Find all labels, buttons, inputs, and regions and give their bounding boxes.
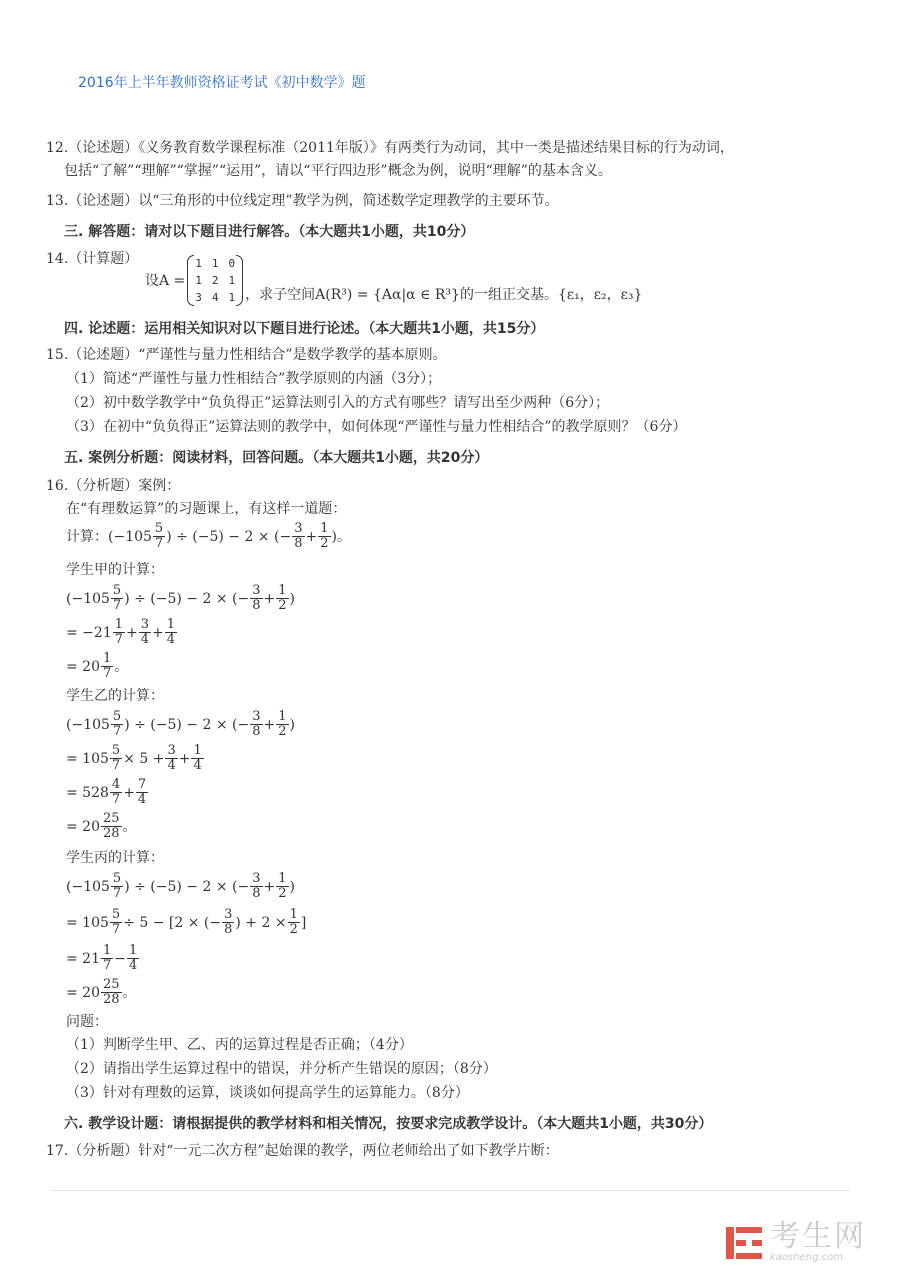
fraction: $\frac{3}{8}$ xyxy=(252,871,261,901)
fraction: $\frac{5}{7}$ xyxy=(112,583,122,613)
fraction: $\frac{25}{28}$ xyxy=(103,977,120,1007)
matrix-cell: 3 xyxy=(195,291,202,304)
fraction: $\frac{3}{8}$ xyxy=(252,709,261,739)
matrix-cell: 0 xyxy=(228,257,236,270)
bing-step1: (−105 $\frac{5}{7}$ ) ÷ (−5) − 2 × (− $\frac{3}{8}$ + $\frac{1}{2}$ ) xyxy=(66,871,295,901)
fraction: $\frac{4}{7}$ xyxy=(111,777,121,807)
expr-text: + xyxy=(305,528,318,545)
fraction: $\frac{5}{7}$ xyxy=(112,871,122,901)
expr-text: )。 xyxy=(331,528,351,545)
q13-line1: 13.（论述题）以“三角形的中位线定理”教学为例，简述数学定理教学的主要环节。 xyxy=(46,193,559,209)
fraction: $\frac{5}{7}$ xyxy=(154,521,164,551)
fraction: $\frac{3}{8}$ xyxy=(252,583,261,613)
fraction: $\frac{1}{7}$ xyxy=(103,651,112,681)
footer-divider xyxy=(50,1190,850,1191)
q15-line1: 15.（论述题）“严谨性与量力性相结合”是数学教学的基本原则。 xyxy=(46,347,447,363)
fraction: $\frac{1}{2}$ xyxy=(289,907,298,937)
q12-line2: 包括“了解”“理解”“掌握”“运用”，请以“平行四边形”概念为例，说明“理解”的基本含义。 xyxy=(64,163,612,179)
q15-line4: （3）在初中“负负得正”运算法则的教学中，如何体现“严谨性与量力性相结合”的教学原则？（6分） xyxy=(66,419,687,435)
matrix-cell: 4 xyxy=(211,291,219,304)
q14-label: 14.（计算题） xyxy=(46,251,139,267)
q16-problem xyxy=(66,522,351,551)
q16-intro: 在“有理数运算”的习题课上，有这样一道题： xyxy=(66,501,347,517)
fraction: $\frac{5}{7}$ xyxy=(111,907,121,937)
fraction: $\frac{1}{7}$ xyxy=(114,617,124,647)
matrix-cell: 2 xyxy=(211,274,219,287)
bing-step3: = 21 $\frac{1}{7}$ − $\frac{1}{4}$ xyxy=(66,943,138,973)
section-4-heading: 四. 论述题：运用相关知识对以下题目进行论述。（本大题共1小题，共15分） xyxy=(64,321,545,337)
expr-text: ) ÷ (−5) − 2 × (− xyxy=(166,528,292,545)
q16-ask1: （1）判断学生甲、乙、丙的运算过程是否正确；（4分） xyxy=(66,1037,413,1053)
fraction: $\frac{3}{8}$ xyxy=(294,521,303,551)
fraction: $\frac{7}{4}$ xyxy=(137,777,147,807)
q12-line1: 12.（论述题）《义务教育数学课程标准（2011年版）》有两类行为动词，其中一类是描述结果目标的行为动词， xyxy=(46,140,734,156)
fraction: $\frac{3}{4}$ xyxy=(167,743,176,773)
matrix-cell: 1 xyxy=(228,291,236,304)
q16-label: 16.（分析题）案例： xyxy=(46,478,181,494)
q16-ask3: （3）针对有理数的运算，谈谈如何提高学生的运算能力。（8分） xyxy=(66,1085,469,1101)
fraction: $\frac{25}{28}$ xyxy=(103,811,120,841)
matrix-row-1 xyxy=(195,255,235,272)
fraction: $\frac{1}{7}$ xyxy=(103,943,112,973)
jia-step3: = 20 $\frac{1}{7}$ 。 xyxy=(66,651,129,681)
fraction: $\frac{1}{2}$ xyxy=(278,871,287,901)
bing-label: 学生丙的计算： xyxy=(66,850,164,866)
matrix-row-3 xyxy=(195,289,235,306)
fraction: $\frac{3}{8}$ xyxy=(224,907,233,937)
fraction: $\frac{1}{4}$ xyxy=(166,617,176,647)
matrix-row-2 xyxy=(195,272,235,289)
fraction: $\frac{1}{2}$ xyxy=(320,521,329,551)
jia-step1: (−105 $\frac{5}{7}$ ) ÷ (−5) − 2 × (− $\frac{3}{8}$ + $\frac{1}{2}$ ) xyxy=(66,583,295,613)
matrix-cell: 1 xyxy=(228,274,236,287)
fraction: $\frac{1}{2}$ xyxy=(278,583,287,613)
page-title: 2016年上半年教师资格证考试《初中数学》题 xyxy=(78,75,366,91)
fraction: $\frac{1}{2}$ xyxy=(278,709,287,739)
jia-step2: = −21 $\frac{1}{7}$ + $\frac{3}{4}$ + $\frac{1}{4}$ xyxy=(66,617,176,647)
q14-formula xyxy=(145,255,642,306)
fraction: $\frac{5}{7}$ xyxy=(112,709,122,739)
bing-step4: = 20 $\frac{25}{28}$ 。 xyxy=(66,977,137,1007)
matrix-cell: 1 xyxy=(195,257,202,270)
section-6-heading: 六. 教学设计题：请根据提供的教学材料和相关情况，按要求完成教学设计。（本大题共1小题，共30分） xyxy=(64,1116,713,1132)
q15-line2: （1）简述“严谨性与量力性相结合”教学原则的内涵（3分）； xyxy=(66,371,442,387)
fraction: $\frac{5}{7}$ xyxy=(111,743,121,773)
section-3-heading: 三. 解答题：请对以下题目进行解答。（本大题共1小题，共10分） xyxy=(64,224,475,240)
yi-step2: = 105 $\frac{5}{7}$ × 5 + $\frac{3}{4}$ + $\frac{1}{4}$ xyxy=(66,743,202,773)
matrix-A xyxy=(187,255,243,306)
fraction: $\frac{1}{4}$ xyxy=(193,743,202,773)
matrix-cell: 1 xyxy=(211,257,219,270)
matrix-cell: 1 xyxy=(195,274,202,287)
yi-step1: (−105 $\frac{5}{7}$ ) ÷ (−5) − 2 × (− $\frac{3}{8}$ + $\frac{1}{2}$ ) xyxy=(66,709,295,739)
fraction: $\frac{1}{4}$ xyxy=(129,943,138,973)
q14-suffix: ，求子空间A(R³) = {Aα|α ∈ R³}的一组正交基。{ε₁，ε₂，ε₃} xyxy=(245,286,643,303)
q14-prefix: 设A = xyxy=(145,272,186,289)
calc-label: 计算： xyxy=(66,528,108,545)
yi-label: 学生乙的计算： xyxy=(66,688,164,704)
logo-sub-text: kaosheng.com xyxy=(770,1252,843,1263)
section-5-heading: 五. 案例分析题：阅读材料，回答问题。（本大题共1小题，共20分） xyxy=(64,450,489,466)
logo-main-text: 考生网 xyxy=(770,1219,866,1254)
bing-step2: = 105 $\frac{5}{7}$ ÷ 5 − [2 × (− $\frac{3}{8}$ ) + 2 × $\frac{1}{2}$ ] xyxy=(66,907,307,937)
site-logo xyxy=(724,1219,866,1263)
questions-label: 问题： xyxy=(66,1014,108,1030)
logo-mark-icon xyxy=(724,1223,764,1263)
expr-text: (−105 xyxy=(108,528,152,545)
q15-line3: （2）初中数学教学中“负负得正”运算法则引入的方式有哪些？请写出至少两种（6分）； xyxy=(66,395,610,411)
jia-label: 学生甲的计算： xyxy=(66,562,164,578)
q17-line1: 17.（分析题）针对“一元二次方程”起始课的教学，两位老师给出了如下教学片断： xyxy=(46,1143,559,1159)
q16-ask2: （2）请指出学生运算过程中的错误，并分析产生错误的原因；（8分） xyxy=(66,1061,497,1077)
yi-step3: = 528 $\frac{4}{7}$ + $\frac{7}{4}$ xyxy=(66,777,147,807)
fraction: $\frac{3}{4}$ xyxy=(140,617,150,647)
yi-step4: = 20 $\frac{25}{28}$ 。 xyxy=(66,811,137,841)
